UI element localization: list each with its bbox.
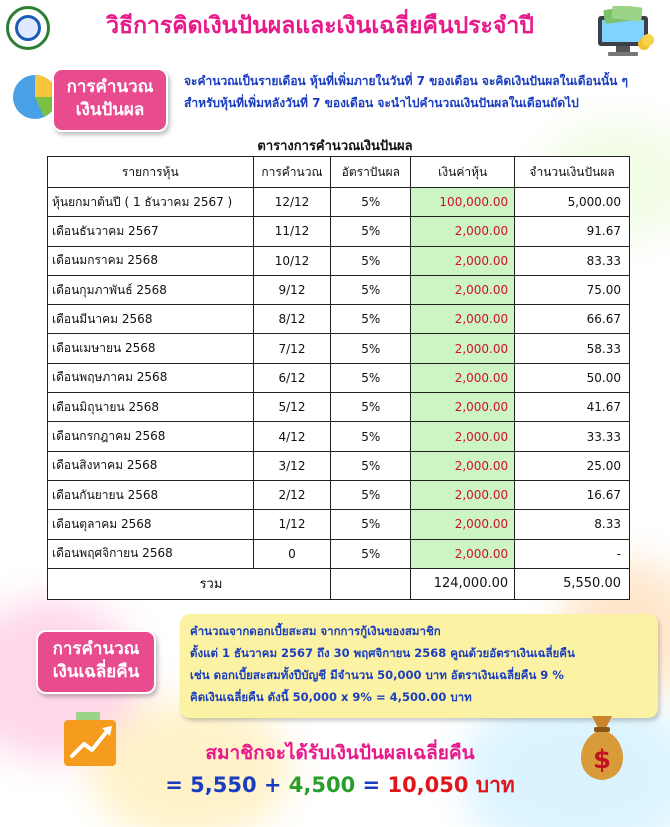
calc-cell: 2/12: [253, 480, 331, 509]
svg-text:$: $: [592, 745, 612, 775]
dividend-cell: 91.67: [515, 217, 630, 246]
table-row: [48, 217, 630, 246]
table-row: [48, 422, 630, 451]
total-label: รวม: [48, 568, 331, 599]
dividend-cell: 66.67: [515, 305, 630, 334]
rate-cell: 5%: [331, 246, 411, 275]
table-row: [48, 275, 630, 304]
item-cell: เดือนตุลาคม 2568: [48, 510, 254, 539]
column-header: อัตราปันผล: [331, 157, 411, 188]
calc-cell: 1/12: [253, 510, 331, 539]
calc-cell: 0: [253, 539, 331, 568]
dividend-cell: 83.33: [515, 246, 630, 275]
table-row: [48, 305, 630, 334]
badge-line: การคำนวณ: [66, 77, 154, 97]
calc-cell: 9/12: [253, 275, 331, 304]
dividend-cell: 58.33: [515, 334, 630, 363]
rate-cell: 5%: [331, 422, 411, 451]
badge-line: เงินปันผล: [75, 99, 145, 120]
dividend-table: [47, 156, 630, 600]
table-row: [48, 539, 630, 568]
dividend-note: [184, 70, 666, 114]
info-line: คำนวณจากดอกเบี้ยสะสม จากการกู้เงินของสมาชิก: [190, 624, 441, 638]
table-title: ตารางการคำนวณเงินปันผล: [257, 139, 413, 154]
share-cell: 2,000.00: [411, 217, 515, 246]
item-cell: เดือนมีนาคม 2568: [48, 305, 254, 334]
dividend-cell: 8.33: [515, 510, 630, 539]
rate-cell: 5%: [331, 334, 411, 363]
calc-cell: 4/12: [253, 422, 331, 451]
item-cell: เดือนมกราคม 2568: [48, 246, 254, 275]
calc-cell: 12/12: [253, 188, 331, 217]
share-cell: 2,000.00: [411, 510, 515, 539]
table-row: [48, 188, 630, 217]
calc-cell: 7/12: [253, 334, 331, 363]
info-line: คิดเงินเฉลี่ยคืน ดังนี้ 50,000 x 9% = 4,500.00 บาท: [190, 689, 472, 704]
grand-total-value: 10,050 บาท: [387, 773, 515, 797]
table-row: [48, 246, 630, 275]
item-cell: เดือนสิงหาคม 2568: [48, 451, 254, 480]
rate-cell: 5%: [331, 539, 411, 568]
share-cell: 2,000.00: [411, 334, 515, 363]
calc-cell: 6/12: [253, 363, 331, 392]
result-equation: [130, 769, 550, 802]
badge-line: เงินเฉลี่ยคืน: [52, 661, 140, 682]
dividend-total-value: 5,550: [190, 773, 257, 797]
column-header: จำนวนเงินปันผล: [515, 157, 630, 188]
table-row: [48, 393, 630, 422]
share-cell: 2,000.00: [411, 393, 515, 422]
table-row: [48, 334, 630, 363]
badge-line: การคำนวณ: [52, 639, 140, 659]
info-line: เช่น ดอกเบี้ยสะสมทั้งปีบัญชี มีจำนวน 50,000 บาท อัตราเงินเฉลี่ยคืน 9 %: [190, 667, 564, 682]
item-cell: เดือนกรกฎาคม 2568: [48, 422, 254, 451]
item-cell: เดือนธันวาคม 2567: [48, 217, 254, 246]
calc-cell: 11/12: [253, 217, 331, 246]
refund-info-box: [180, 614, 658, 718]
dividend-cell: 16.67: [515, 480, 630, 509]
table-row: [48, 480, 630, 509]
item-cell: เดือนมิถุนายน 2568: [48, 393, 254, 422]
rate-cell: 5%: [331, 480, 411, 509]
dividend-cell: 5,000.00: [515, 188, 630, 217]
rate-cell: 5%: [331, 305, 411, 334]
refund-total-value: 4,500: [288, 773, 356, 797]
rate-cell: 5%: [331, 510, 411, 539]
dividend-cell: 41.67: [515, 393, 630, 422]
item-cell: เดือนกุมภาพันธ์ 2568: [48, 275, 254, 304]
dividend-cell: 50.00: [515, 363, 630, 392]
item-cell: เดือนเมษายน 2568: [48, 334, 254, 363]
cooperative-logo-icon: [6, 6, 50, 50]
dividend-cell: 75.00: [515, 275, 630, 304]
note-line: จะคำนวณเป็นรายเดือน หุ้นที่เพิ่มภายในวันที่ 7 ของเดือน จะคิดเงินปันผลในเดือนนั้น ๆ: [184, 74, 628, 88]
share-cell: 2,000.00: [411, 363, 515, 392]
share-cell: 2,000.00: [411, 246, 515, 275]
dividend-section-badge: [52, 68, 168, 132]
share-cell: 2,000.00: [411, 305, 515, 334]
share-cell: 2,000.00: [411, 539, 515, 568]
rate-cell: 5%: [331, 275, 411, 304]
total-share: 124,000.00: [411, 568, 515, 599]
rate-cell: 5%: [331, 393, 411, 422]
share-cell: 2,000.00: [411, 422, 515, 451]
dividend-cell: 33.33: [515, 422, 630, 451]
result-title: สมาชิกจะได้รับเงินปันผลเฉลี่ยคืน: [205, 742, 475, 764]
page-title: วิธีการคิดเงินปันผลและเงินเฉลี่ยคืนประจำปี: [106, 13, 534, 39]
plus-sign: +: [256, 773, 289, 797]
info-line: ตั้งแต่ 1 ธันวาคม 2567 ถึง 30 พฤศจิกายน 2568 คูณด้วยอัตราเงินเฉลี่ยคืน: [190, 645, 575, 660]
share-cell: 2,000.00: [411, 451, 515, 480]
computer-money-icon: [590, 6, 656, 58]
rate-cell: 5%: [331, 451, 411, 480]
equals-sign: =: [355, 773, 388, 797]
calc-cell: 5/12: [253, 393, 331, 422]
table-row: [48, 510, 630, 539]
rate-cell: 5%: [331, 217, 411, 246]
column-header: การคำนวณ: [253, 157, 331, 188]
calc-cell: 8/12: [253, 305, 331, 334]
rate-cell: 5%: [331, 363, 411, 392]
note-line: สำหรับหุ้นที่เพิ่มหลังวันที่ 7 ของเดือน จะนำไปคำนวณเงินปันผลในเดือนถัดไป: [184, 96, 579, 111]
total-dividend: 5,550.00: [515, 568, 630, 599]
total-row: [48, 568, 630, 599]
column-header: รายการหุ้น: [48, 157, 254, 188]
money-bag-icon: [570, 712, 634, 782]
share-cell: 100,000.00: [411, 188, 515, 217]
share-cell: 2,000.00: [411, 480, 515, 509]
column-header: เงินค่าหุ้น: [411, 157, 515, 188]
item-cell: เดือนพฤศจิกายน 2568: [48, 539, 254, 568]
table-row: [48, 451, 630, 480]
table-row: [48, 363, 630, 392]
refund-section-badge: [36, 630, 156, 694]
rate-cell: 5%: [331, 188, 411, 217]
growth-chart-icon: [60, 712, 120, 768]
share-cell: 2,000.00: [411, 275, 515, 304]
item-cell: เดือนกันยายน 2568: [48, 480, 254, 509]
dividend-cell: 25.00: [515, 451, 630, 480]
dividend-cell: -: [515, 539, 630, 568]
calc-cell: 10/12: [253, 246, 331, 275]
total-rate-cell: [331, 568, 411, 599]
calc-cell: 3/12: [253, 451, 331, 480]
item-cell: เดือนพฤษภาคม 2568: [48, 363, 254, 392]
table-header-row: [48, 157, 630, 188]
item-cell: หุ้นยกมาต้นปี ( 1 ธันวาคม 2567 ): [48, 188, 254, 217]
eq-prefix: =: [165, 773, 191, 797]
